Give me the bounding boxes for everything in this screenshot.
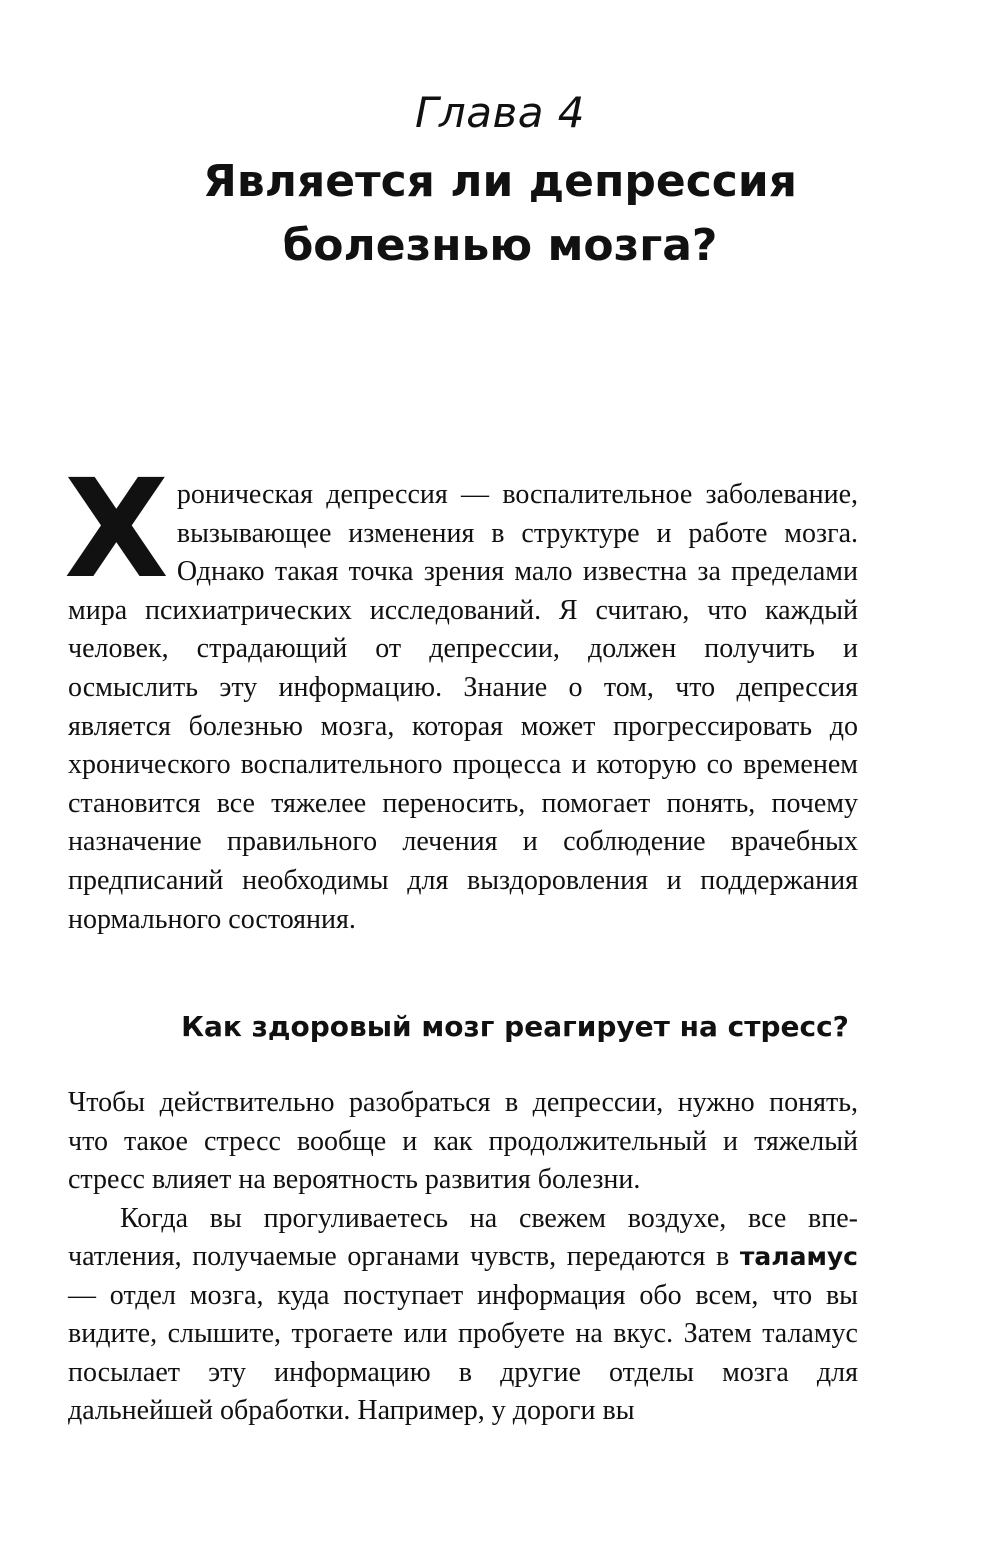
body-paragraph — [68, 1200, 858, 1431]
intro-text: роническая депрессия — воспалительное заболевание, вызывающее изменения в структуре и работе мозга. Однако такая точка зрения мало известна за пределами мира психиатрических исследований. Я считаю, что каждый человек, страдающий от депрессии, должен получить и осмыслить эту информацию. Знание о том, что депрессия является болезнью мозга, которая может прогрессировать до хронического воспалительного процесса и которую со временем становится все тяжелее переносить, помогает понять, почему назначение правильного лечения и соблюдение врачебных предписаний необходимы для выздоровления и поддержания нормального состояния. — [68, 479, 858, 935]
section-heading: Как здоровый мозг реагирует на стресс? — [181, 1010, 849, 1043]
body-paragraph: Чтобы действительно разобраться в депрессии, нужно понять, что такое стресс вообще и как продолжительный и тяжелый стресс влияет на вероятность развития болезни. — [68, 1087, 858, 1195]
body-text-run: — отдел мозга, куда поступает информация обо всем, что вы видите, слышите, трогаете или пробуете на вкус. Затем таламус посылает эту информацию в другие отделы мозга для дальнейшей обработки. Например, у дороги вы — [68, 1279, 858, 1426]
body-text-run: Когда вы прогуливаетесь на свежем воздухе, все впечатления, получаемые органами чувств, передаются в — [68, 1202, 858, 1272]
section-body — [68, 1084, 858, 1431]
term-thalamus: таламус — [739, 1242, 858, 1271]
drop-cap: Х — [64, 451, 169, 609]
intro-paragraph — [64, 451, 858, 939]
chapter-label: Глава 4 — [414, 88, 586, 137]
chapter-title: Является ли депрессия болезнью мозга? — [203, 156, 797, 271]
